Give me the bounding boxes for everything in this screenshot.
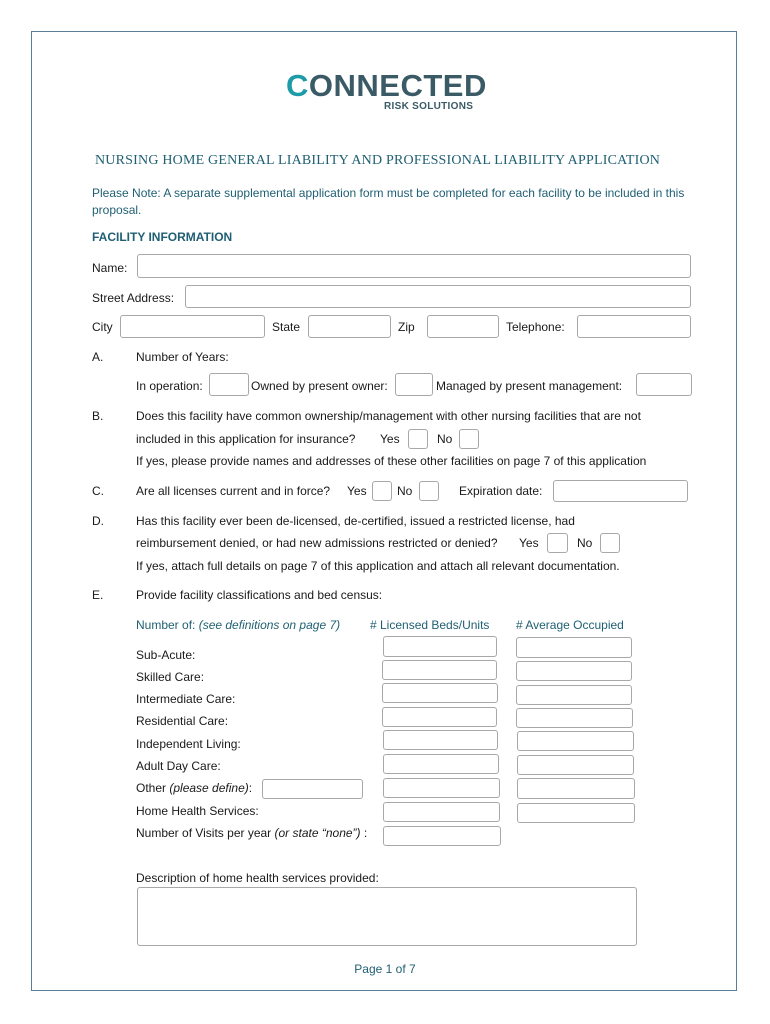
state-field[interactable] (308, 315, 391, 338)
other-label (136, 781, 252, 795)
item-c-no-label: No (397, 484, 413, 498)
other-text: Other (136, 781, 167, 795)
name-label: Name: (92, 261, 128, 275)
street-address-field[interactable] (185, 285, 691, 308)
logo-tagline: RISK SOLUTIONS (384, 101, 474, 112)
census-row-label: Adult Day Care: (136, 759, 221, 773)
occupied-sub-acute-field[interactable] (516, 637, 632, 658)
item-d-line3: If yes, attach full details on page 7 of this application and attach all relevant documentation. (136, 559, 620, 573)
census-row-label: Intermediate Care: (136, 692, 236, 706)
visits-colon: : (360, 826, 368, 840)
logo-wordmark: ONNECTED (308, 68, 487, 103)
telephone-label: Telephone: (506, 320, 565, 334)
census-row-label: Residential Care: (136, 714, 229, 728)
item-c-text: Are all licenses current and in force? (136, 484, 331, 498)
licensed-skilled-care-field[interactable] (382, 660, 497, 680)
item-b-yes-label: Yes (380, 432, 400, 446)
occupied-skilled-care-field[interactable] (516, 661, 632, 681)
visits-per-year-field[interactable] (383, 826, 501, 846)
name-field[interactable] (137, 254, 691, 278)
page-border (31, 31, 737, 991)
occupied-independent-living-field[interactable] (517, 731, 634, 751)
city-field[interactable] (120, 315, 265, 338)
years-in-operation-field[interactable] (209, 373, 249, 396)
please-define-note: (please define) (169, 781, 249, 795)
state-label: State (272, 320, 301, 334)
census-row-label: Independent Living: (136, 737, 241, 751)
occupied-intermediate-care-field[interactable] (516, 685, 632, 705)
owned-label: Owned by present owner: (251, 379, 388, 393)
expiration-date-label: Expiration date: (459, 484, 543, 498)
occupied-residential-care-field[interactable] (516, 708, 633, 728)
item-b-line1: Does this facility have common ownership/management with other nursing facilities that are not (136, 409, 641, 423)
item-d-line2: reimbursement denied, or had new admissions restricted or denied? (136, 536, 498, 550)
licensed-adult-day-care-field[interactable] (383, 754, 499, 774)
item-b-no-label: No (437, 432, 453, 446)
years-owned-field[interactable] (395, 373, 433, 396)
item-b-yes-box[interactable] (408, 429, 428, 449)
description-label: Description of home health services provided: (136, 871, 379, 885)
item-d-yes-label: Yes (519, 536, 539, 550)
item-b-line3: If yes, please provide names and addresses of these other facilities on page 7 of this application (136, 454, 647, 468)
street-address-label: Street Address: (92, 291, 175, 305)
item-b-letter: B. (92, 409, 104, 423)
visits-label (136, 826, 367, 840)
census-row-label: Skilled Care: (136, 670, 205, 684)
please-note: Please Note: A separate supplemental application form must be completed for each facility to be included in this proposal. (92, 186, 685, 217)
logo-initial: C (286, 68, 309, 103)
item-d-letter: D. (92, 514, 104, 528)
expiration-date-field[interactable] (553, 480, 688, 502)
item-a-letter: A. (92, 350, 104, 364)
telephone-field[interactable] (577, 315, 691, 338)
definitions-note: (see definitions on page 7) (198, 618, 341, 632)
census-row-label: Sub-Acute: (136, 648, 196, 662)
city-label: City (92, 320, 113, 334)
item-d-no-box[interactable] (600, 533, 620, 553)
item-d-no-label: No (577, 536, 593, 550)
occupied-home-health-field[interactable] (517, 803, 635, 823)
occupied-adult-day-care-field[interactable] (517, 755, 634, 775)
occupied-other-field[interactable] (517, 778, 635, 799)
item-e-letter: E. (92, 588, 104, 602)
managed-label: Managed by present management: (436, 379, 623, 393)
item-c-yes-box[interactable] (372, 481, 392, 501)
licensed-sub-acute-field[interactable] (383, 636, 497, 657)
item-d-yes-box[interactable] (547, 533, 568, 553)
years-managed-field[interactable] (636, 373, 692, 396)
zip-field[interactable] (427, 315, 499, 338)
census-header-number-of (136, 618, 340, 632)
zip-label: Zip (398, 320, 415, 334)
census-header-occupied: # Average Occupied (516, 618, 624, 632)
in-operation-label: In operation: (136, 379, 203, 393)
other-colon: : (248, 781, 253, 795)
census-header-licensed: # Licensed Beds/Units (370, 618, 490, 632)
licensed-intermediate-care-field[interactable] (382, 683, 498, 703)
item-c-no-box[interactable] (419, 481, 439, 501)
application-title: NURSING HOME GENERAL LIABILITY AND PROFESSIONAL LIABILITY APPLICATION (95, 153, 661, 168)
other-define-field[interactable] (262, 779, 363, 799)
item-a-text: Number of Years: (136, 350, 229, 364)
licensed-residential-care-field[interactable] (382, 707, 497, 727)
item-c-yes-label: Yes (347, 484, 367, 498)
home-health-label: Home Health Services: (136, 804, 259, 818)
state-none-note: (or state “none”) (274, 826, 361, 840)
licensed-other-field[interactable] (383, 778, 500, 798)
item-b-no-box[interactable] (459, 429, 479, 449)
licensed-independent-living-field[interactable] (383, 730, 498, 750)
item-d-line1: Has this facility ever been de-licensed, de-certified, issued a restricted license, had (136, 514, 575, 528)
section-heading: FACILITY INFORMATION (92, 230, 233, 244)
company-logo (286, 68, 487, 112)
item-e-text: Provide facility classifications and bed census: (136, 588, 383, 602)
page-number: Page 1 of 7 (354, 962, 416, 976)
visits-text: Number of Visits per year (136, 826, 272, 840)
description-textarea[interactable] (137, 887, 637, 946)
number-of-label: Number of: (136, 618, 196, 632)
licensed-home-health-field[interactable] (383, 802, 500, 822)
item-b-line2: included in this application for insurance? (136, 432, 356, 446)
item-c-letter: C. (92, 484, 104, 498)
